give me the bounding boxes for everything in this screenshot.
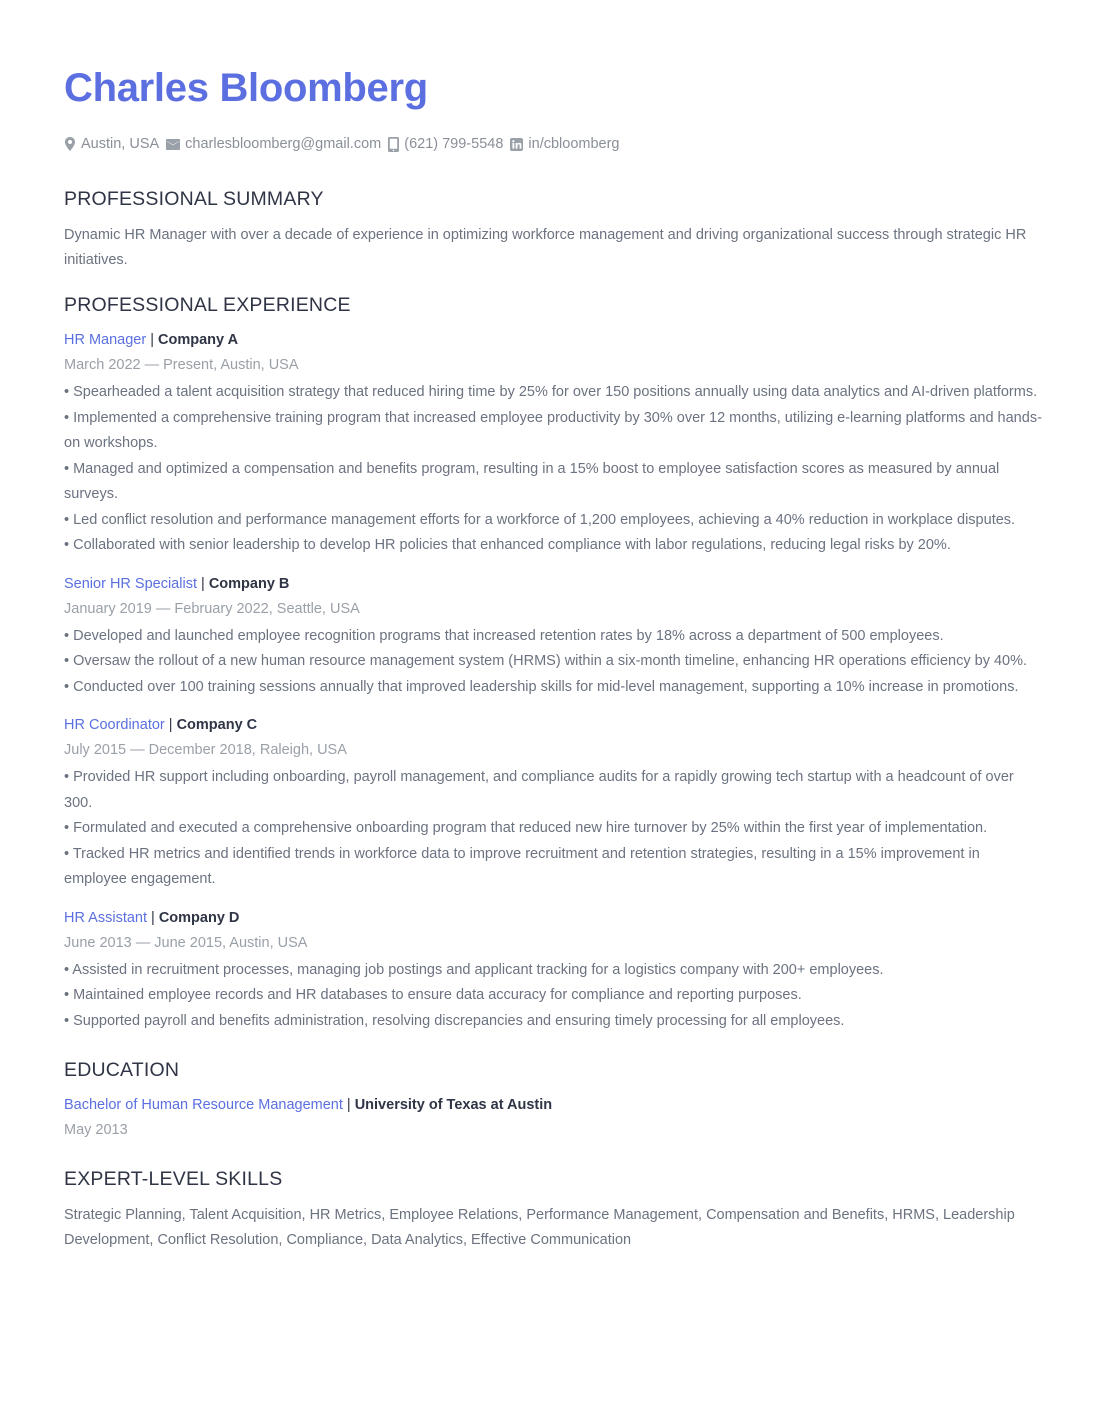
job-bullets bbox=[64, 624, 1044, 701]
job-company: Company D bbox=[158, 909, 240, 926]
summary-heading: PROFESSIONAL SUMMARY bbox=[64, 188, 324, 210]
job-role: HR Manager bbox=[64, 332, 147, 348]
job-entry bbox=[64, 713, 1044, 893]
job-bullet: • Assisted in recruitment processes, managing job postings and applicant tracking for a logistics company with 200+ employees. bbox=[64, 961, 884, 978]
skills-heading: EXPERT-LEVEL SKILLS bbox=[64, 1168, 283, 1190]
experience-heading: PROFESSIONAL EXPERIENCE bbox=[64, 294, 351, 316]
skills-text: Strategic Planning, Talent Acquisition, HR Metrics, Employee Relations, Performance Management, Compensation and Benefits, HRMS, Leadership Development, Conflict Resolution, Compliance, Data Analytics, Effective Communication bbox=[64, 1207, 1015, 1248]
job-bullet: • Managed and optimized a compensation and benefits program, resulting in a 15% boost to employee satisfaction scores as measured by annual surveys. bbox=[64, 460, 1000, 502]
contact-location bbox=[64, 136, 159, 152]
job-bullet: • Maintained employee records and HR databases to ensure data accuracy for compliance and reporting purposes. bbox=[64, 987, 802, 1003]
location-text: Austin, USA bbox=[81, 136, 160, 152]
job-header bbox=[64, 572, 1044, 597]
education-degree: Bachelor of Human Resource Management bbox=[64, 1097, 343, 1113]
job-bullet: • Oversaw the rollout of a new human resource management system (HRMS) within a six-month timeline, enhancing HR operations efficiency by 40%. bbox=[64, 653, 1028, 669]
job-dates: June 2013 — June 2015, Austin, USA bbox=[64, 934, 308, 951]
contact-bar bbox=[64, 134, 1044, 154]
job-company: Company C bbox=[176, 717, 258, 733]
education-separator: | bbox=[342, 1097, 355, 1113]
job-company: Company A bbox=[158, 332, 239, 348]
job-header bbox=[64, 328, 1044, 353]
job-bullet: • Formulated and executed a comprehensive onboarding program that reduced new hire turnover by 25% within the first year of implementation. bbox=[64, 820, 988, 836]
job-role: HR Coordinator bbox=[64, 717, 165, 733]
job-dates: July 2015 — December 2018, Raleigh, USA bbox=[64, 742, 347, 758]
linkedin-icon bbox=[510, 138, 523, 151]
mobile-phone-icon bbox=[388, 137, 399, 152]
contact-phone[interactable] bbox=[388, 136, 503, 152]
job-dates: January 2019 — February 2022, Seattle, USA bbox=[64, 600, 360, 617]
education-heading: EDUCATION bbox=[64, 1059, 180, 1081]
education-date: May 2013 bbox=[64, 1122, 128, 1138]
job-bullets bbox=[64, 765, 1044, 893]
job-bullet: • Developed and launched employee recognition programs that increased retention rates by 18% across a department of 500 employees. bbox=[64, 627, 944, 644]
linkedin-text[interactable]: in/cbloomberg bbox=[528, 136, 620, 152]
contact-email[interactable] bbox=[166, 136, 381, 152]
contact-linkedin[interactable] bbox=[510, 136, 619, 152]
job-bullet: • Spearheaded a talent acquisition strategy that reduced hiring time by 25% for over 150 positions annually using data analytics and AI-driven platforms. bbox=[64, 384, 1038, 400]
education-header bbox=[64, 1093, 1044, 1118]
candidate-name: Charles Bloomberg bbox=[64, 66, 428, 110]
job-header bbox=[64, 906, 1044, 931]
job-entry bbox=[64, 328, 1044, 559]
job-bullet: • Supported payroll and benefits administration, resolving discrepancies and ensuring timely processing for all employees. bbox=[64, 1012, 845, 1029]
education-school: University of Texas at Austin bbox=[354, 1097, 553, 1113]
job-bullet: • Tracked HR metrics and identified trends in workforce data to improve recruitment and retention strategies, resulting in a 15% improvement in employee engagement. bbox=[64, 845, 980, 887]
job-separator: | bbox=[147, 909, 159, 926]
job-separator: | bbox=[196, 575, 209, 592]
envelope-icon bbox=[166, 139, 180, 150]
job-role: HR Assistant bbox=[64, 909, 147, 926]
summary-text: Dynamic HR Manager with over a decade of experience in optimizing workforce management and driving organizational success through strategic HR initiatives. bbox=[64, 227, 1027, 268]
job-dates: March 2022 — Present, Austin, USA bbox=[64, 357, 299, 373]
job-bullet: • Conducted over 100 training sessions annually that improved leadership skills for mid-level management, supporting a 10% increase in promotions. bbox=[64, 678, 1019, 695]
email-text[interactable]: charlesbloomberg@gmail.com bbox=[185, 136, 382, 152]
job-separator: | bbox=[146, 332, 159, 348]
job-bullet: • Implemented a comprehensive training program that increased employee productivity by 30% over 12 months, utilizing e-learning platforms and hands-on workshops. bbox=[64, 409, 1042, 451]
job-bullet: • Led conflict resolution and performance management efforts for a workforce of 1,200 employees, achieving a 40% reduction in workplace disputes. bbox=[64, 511, 1016, 528]
job-bullets bbox=[64, 380, 1044, 559]
job-bullet: • Provided HR support including onboarding, payroll management, and compliance audits for a rapidly growing tech startup with a headcount of over 300. bbox=[64, 769, 1014, 811]
job-bullets bbox=[64, 958, 1044, 1035]
job-role: Senior HR Specialist bbox=[64, 575, 197, 592]
job-company: Company B bbox=[208, 575, 290, 592]
job-separator: | bbox=[164, 717, 177, 733]
education-entry bbox=[64, 1093, 1044, 1143]
location-pin-icon bbox=[64, 137, 76, 151]
job-entry bbox=[64, 572, 1044, 701]
job-bullet: • Collaborated with senior leadership to develop HR policies that enhanced compliance with labor regulations, reducing legal risks by 20%. bbox=[64, 537, 951, 553]
phone-text[interactable]: (621) 799-5548 bbox=[404, 136, 504, 152]
job-header bbox=[64, 713, 1044, 738]
job-entry bbox=[64, 906, 1044, 1035]
